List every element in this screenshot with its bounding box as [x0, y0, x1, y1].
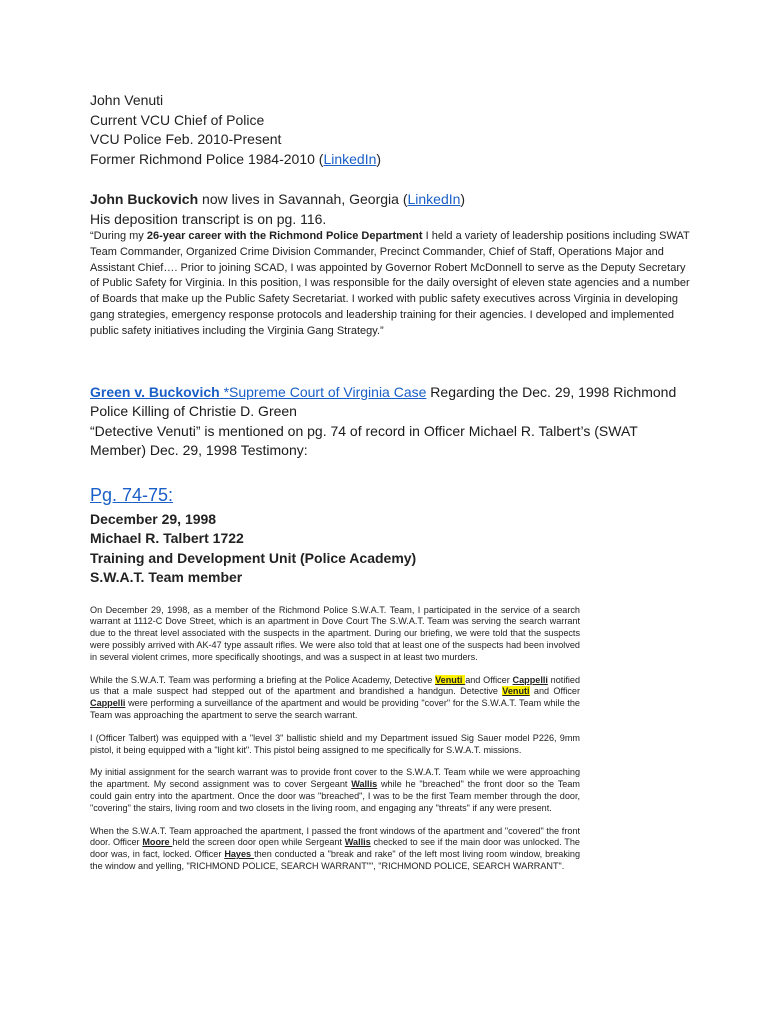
- name-wallis: Wallis: [351, 779, 378, 790]
- venuti-former: [90, 150, 690, 170]
- case-paragraph: [90, 383, 690, 461]
- testimony-paragraph-5: [90, 826, 580, 873]
- testimony-paragraph-1: On December 29, 1998, as a member of the Richmond Police S.W.A.T. Team, I participated in the service of a search warrant at 1112-C Dove Street, which is an apartment in Dove Court The S.W.A.T. Team was serving the search warrant due to the threat level associated with the suspects in the apartment. During our briefing, we were told that the suspects were possibly arrived with AK-47 type assault rifles. We were also told that at least one of the suspects had been involved in several violent crimes, more specifically shootings, and was a suspect in at least two murders.: [90, 604, 580, 662]
- testimony-paragraph-3: I (Officer Talbert) was equipped with a "level 3" ballistic shield and my Department issued Sig Sauer model P226, 9mm pistol, it being equipped with a "light kit". This pistol being assigned to me specifically for S.W.A.T. missions.: [90, 732, 580, 755]
- name-moore: Moore: [142, 837, 173, 848]
- document-page: [90, 91, 690, 884]
- p5-text-b: held the screen door open while Sergeant: [172, 837, 345, 848]
- p2-text-d: and Officer: [529, 686, 581, 697]
- name-hayes: Hayes: [224, 849, 255, 860]
- venuti-former-prefix: Former Richmond Police 1984-2010 (: [90, 150, 324, 167]
- name-cappelli: Cappelli: [512, 674, 548, 685]
- venuti-tenure: VCU Police Feb. 2010-Present: [90, 131, 282, 147]
- venuti-title: Current VCU Chief of Police: [90, 111, 265, 128]
- p4-text-a: My initial assignment for the search warrant was to provide front cover to the S.W.A.T. Team while we were approaching the apartment. My second assignment was to cover Sergeant: [90, 767, 580, 790]
- testimony-role: S.W.A.T. Team member: [90, 569, 243, 586]
- p5-text-d: then conducted a "break and rake" of the left most living room window, breaking the window and yelling, "RICHMOND POLICE, SEARCH WARRANT"", "RICHMOND POLICE, SEARCH WARRANT".: [90, 849, 581, 871]
- buckovich-name: John Buckovich: [90, 191, 199, 207]
- name-wallis-2: Wallis: [344, 837, 371, 848]
- pages-link[interactable]: Pg. 74-75:: [90, 484, 174, 505]
- testimony-paragraph-4: [90, 767, 580, 814]
- testimony-officer: Michael R. Talbert 1722: [90, 530, 244, 547]
- buckovich-deposition: His deposition transcript is on pg. 116.: [90, 210, 327, 227]
- p2-text-e: were performing a surveillance of the apartment and would be providing "cover" for the S.W.A.T. Team while the Team was approaching the apartment to serve the search warrant.: [90, 698, 580, 720]
- testimony-paragraph-2: [90, 675, 580, 722]
- quote-bold: 26-year career with the Richmond Police Department: [146, 230, 423, 242]
- venuti-name: John Venuti: [90, 92, 164, 108]
- testimony-date: December 29, 1998: [90, 510, 217, 527]
- highlight-venuti-2: Venuti: [502, 686, 530, 697]
- testimony-unit: Training and Development Unit (Police Academy): [90, 549, 417, 566]
- buckovich-link-suffix: ): [460, 191, 466, 207]
- court-link[interactable]: *Supreme Court of Virginia Case: [219, 383, 427, 400]
- buckovich-lives-line: [90, 190, 690, 210]
- buckovich-lives: now lives in Savannah, Georgia (: [198, 191, 408, 207]
- venuti-bio: [90, 91, 690, 169]
- p2-text-b: and Officer: [465, 674, 513, 685]
- testimony-header: [90, 510, 690, 588]
- quote-rest: I held a variety of leadership positions including SWAT Team Commander, Organized Crime Division Commander, Precinct Commander, Chief of Staff, Operations Major and Assistant Chief…. Prior to joining SCAD, I was appointed by Governor Robert McDonnell to serve as the Deputy Secretary of Public Safety for Virginia. In this position, I was responsible for the daily oversight of eleven state agencies and a number of Boards that make up the Public Safety Secretariat. I worked with public safety executives across Virginia in developing gang strategies, emergency response protocols and leadership training for their agencies. I developed and implemented public safety initiatives including the Virginia Gang Strategy.”: [90, 230, 690, 337]
- testimony-body: [90, 605, 580, 873]
- case-name-link[interactable]: Green v. Buckovich: [90, 383, 220, 400]
- highlight-venuti: Venuti: [435, 674, 466, 685]
- p5-text-c: checked to see if the main door was unlocked. The door was, in fact, locked. Officer: [90, 837, 580, 860]
- case-regarding: Regarding the Dec. 29, 1998 Richmond Police Killing of Christie D. Green: [90, 383, 677, 420]
- venuti-former-suffix: ): [376, 150, 382, 167]
- case-mention: “Detective Venuti” is mentioned on pg. 74 of record in Officer Michael R. Talbert’s (SWAT Member) Dec. 29, 1998 Testimony:: [90, 422, 638, 459]
- p4-text-b: while he "breached" the front door so the Team could gain entry into the apartment. Once the door was "breached", I was to be the first Team member through the door, "covering" the stairs, living room and two closets in the living room, and engaging any "threats" if any were present.: [90, 779, 580, 813]
- venuti-linkedin-link[interactable]: LinkedIn: [323, 150, 377, 167]
- quote-open: “During my: [90, 230, 147, 242]
- p2-text-a: While the S.W.A.T. Team was performing a briefing at the Police Academy, Detective: [90, 674, 436, 685]
- name-cappelli-2: Cappelli: [90, 698, 126, 709]
- buckovich-bio: [90, 190, 690, 340]
- buckovich-linkedin-link[interactable]: LinkedIn: [407, 191, 461, 207]
- p5-text-a: When the S.W.A.T. Team approached the apartment, I passed the front windows of the apartment and "covered" the front door. Officer: [90, 825, 580, 848]
- p2-text-c: notified us that a male suspect had stepped out of the apartment and brandished a handgun. Detective: [90, 674, 581, 697]
- buckovich-quote: [90, 229, 690, 340]
